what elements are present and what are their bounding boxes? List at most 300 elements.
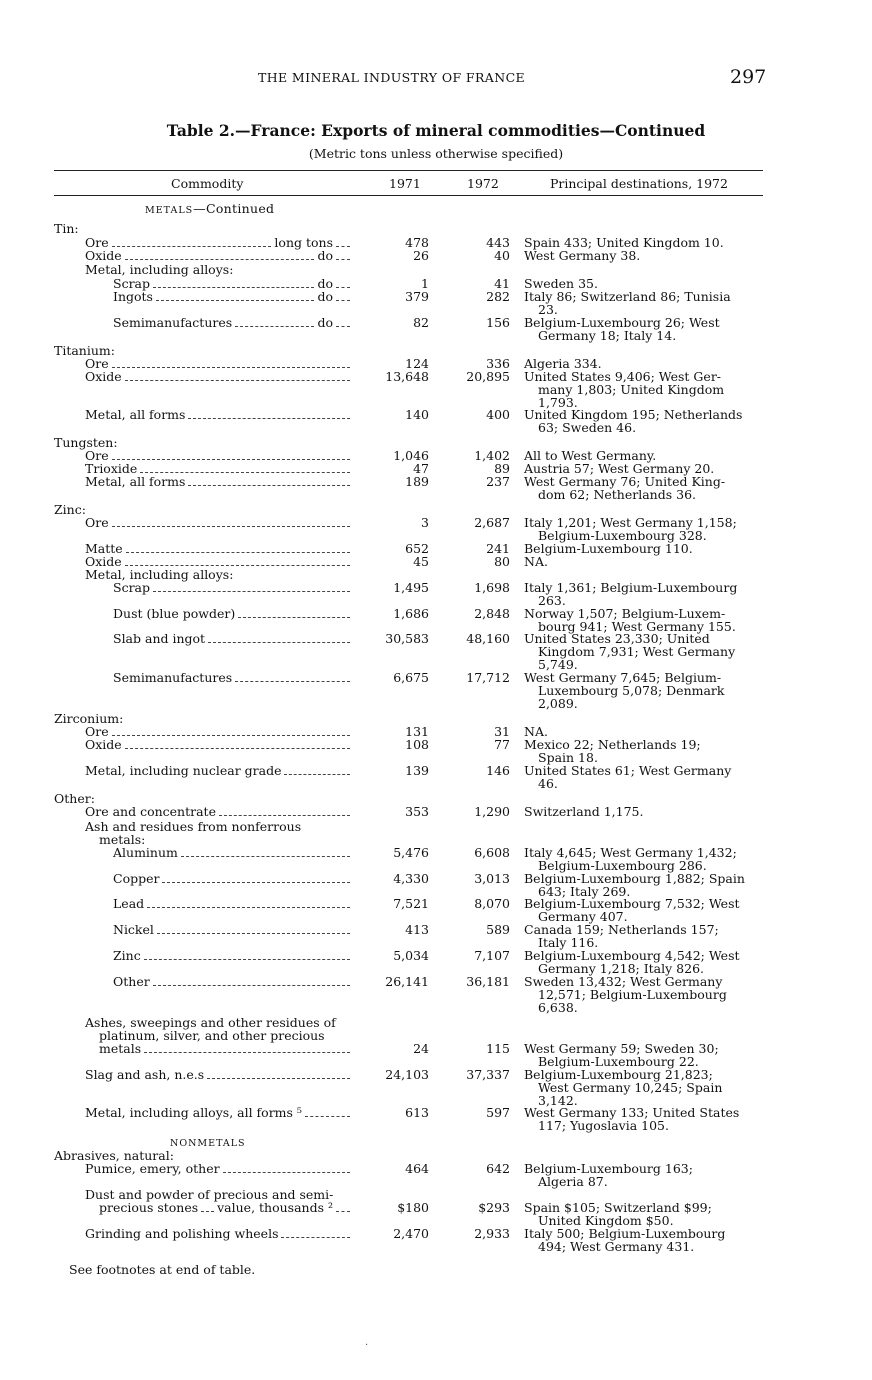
commodity-label [113, 632, 353, 645]
commodity-label [85, 764, 353, 777]
dot-leader [112, 450, 350, 460]
destination-line: 63; Sweden 46. [538, 420, 637, 435]
value-1972: 1,698 [474, 580, 510, 595]
running-head: THE MINERAL INDUSTRY OF FRANCE [258, 70, 526, 85]
group-label: Titanium: [54, 343, 115, 358]
value-1971: 26 [413, 248, 429, 263]
principal-destinations [524, 1042, 769, 1068]
table-subtitle: (Metric tons unless otherwise specified) [308, 146, 564, 161]
header-rule [54, 195, 763, 196]
destination-line: Mexico 22; Netherlands 19; [524, 737, 701, 752]
value-1972: 400 [486, 407, 510, 422]
value-1972: 8,070 [474, 896, 510, 911]
commodity-label [85, 357, 353, 370]
unit-suffix: do [317, 248, 333, 263]
dot-leader [336, 278, 350, 288]
commodity-label [99, 1042, 353, 1055]
item-label: Semimanufactures [113, 315, 233, 330]
value-1972: 597 [486, 1105, 510, 1120]
destination-line: bourg 941; West Germany 155. [538, 619, 736, 634]
value-1972: 589 [486, 922, 510, 937]
destination-line: United Kingdom $50. [538, 1213, 674, 1228]
destination-line: 263. [538, 593, 566, 608]
value-1972: 115 [486, 1041, 510, 1056]
group-label: platinum, silver, and other precious [99, 1028, 325, 1043]
destination-line: West Germany 10,245; Spain [538, 1080, 723, 1095]
destination-line: Belgium-Luxembourg 1,882; Spain [524, 871, 745, 886]
item-label: Grinding and polishing wheels [85, 1226, 279, 1241]
commodity-label [85, 475, 353, 488]
dot-leader [188, 476, 350, 486]
value-1972: 1,402 [474, 448, 510, 463]
item-label: Slab and ingot [113, 631, 206, 646]
principal-destinations [524, 542, 769, 555]
item-label: Scrap [113, 276, 150, 291]
item-label: Ingots [113, 289, 153, 304]
value-1972: 7,107 [474, 948, 510, 963]
commodity-label [85, 370, 353, 383]
principal-destinations [524, 475, 769, 501]
principal-destinations [524, 738, 769, 764]
value-1972: 31 [494, 724, 510, 739]
item-label: Semimanufactures [113, 670, 233, 685]
dot-leader [181, 847, 350, 857]
group-label: Tungsten: [54, 435, 118, 450]
commodity-label [113, 607, 353, 620]
section-heading-suffix: —Continued [193, 201, 275, 216]
value-1972: 282 [486, 289, 510, 304]
value-1971: 124 [405, 356, 429, 371]
destination-line: Italy 500; Belgium-Luxembourg [524, 1226, 726, 1241]
destination-line: Belgium-Luxembourg 26; West [524, 315, 720, 330]
commodity-label [85, 805, 353, 818]
value-1971: 4,330 [393, 871, 429, 886]
value-1972: 37,337 [466, 1067, 510, 1082]
commodity-label [85, 263, 233, 276]
dot-leader [153, 976, 350, 986]
group-label: Abrasives, natural: [54, 1148, 174, 1163]
dot-leader [336, 237, 350, 247]
value-1971: 1,495 [393, 580, 429, 595]
commodity-label [85, 725, 353, 738]
group-label: Dust and powder of precious and semi- [85, 1187, 334, 1202]
destination-line: Algeria 334. [524, 356, 602, 371]
value-1972: 2,848 [474, 606, 510, 621]
destination-line: Belgium-Luxembourg 22. [538, 1054, 699, 1069]
commodity-label [85, 1068, 353, 1081]
destination-line: Belgium-Luxembourg 163; [524, 1161, 693, 1176]
commodity-label [170, 1135, 246, 1150]
dot-leader [153, 582, 350, 592]
principal-destinations [524, 764, 769, 790]
group-label: Zirconium: [54, 711, 124, 726]
dot-leader [157, 924, 350, 934]
value-1971: 7,521 [393, 896, 429, 911]
value-1972: 36,181 [466, 974, 510, 989]
destination-line: Italy 1,201; West Germany 1,158; [524, 515, 737, 530]
destination-line: 6,638. [538, 1000, 578, 1015]
dot-leader [112, 726, 350, 736]
commodity-label [113, 671, 353, 684]
item-label: Ore [85, 235, 109, 250]
value-1972: 241 [486, 541, 510, 556]
destination-line: West Germany 59; Sweden 30; [524, 1041, 719, 1056]
value-1971: 26,141 [385, 974, 429, 989]
group-label: Ashes, sweepings and other residues of [85, 1015, 336, 1030]
item-label: Lead [113, 896, 145, 911]
commodity-label [113, 290, 353, 303]
commodity-label [85, 516, 353, 529]
value-1972: 48,160 [466, 631, 510, 646]
principal-destinations [524, 370, 769, 409]
item-label: Ore [85, 515, 109, 530]
dot-leader [188, 409, 350, 419]
destination-line: 1,793. [538, 395, 578, 410]
table-title: Table 2.—France: Exports of mineral commodities—Continued [166, 121, 706, 140]
destination-line: Germany 1,218; Italy 826. [538, 961, 704, 976]
commodity-label [113, 316, 353, 329]
item-label: Metal, including nuclear grade [85, 763, 282, 778]
dot-leader [144, 1043, 350, 1053]
principal-destinations [524, 805, 769, 818]
group-label: Tin: [54, 221, 79, 236]
destination-line: 117; Yugoslavia 105. [538, 1118, 669, 1133]
dot-leader [235, 317, 314, 327]
commodity-label [85, 236, 353, 249]
dot-leader [336, 1202, 350, 1212]
destination-line: Italy 86; Switzerland 86; Tunisia [524, 289, 731, 304]
principal-destinations [524, 949, 769, 975]
item-label: Ore [85, 448, 109, 463]
commodity-label [85, 568, 233, 581]
value-1971: 3 [421, 515, 429, 530]
destination-line: Spain 18. [538, 750, 598, 765]
value-1972: 6,608 [474, 845, 510, 860]
commodity-label [85, 1162, 353, 1175]
destination-line: Belgium-Luxembourg 286. [538, 858, 707, 873]
destination-line: 2,089. [538, 696, 578, 711]
destination-line: NA. [524, 724, 548, 739]
destination-line: West Germany 38. [524, 248, 641, 263]
value-1971: 1,046 [393, 448, 429, 463]
destination-line: West Germany 7,645; Belgium- [524, 670, 722, 685]
dot-leader [112, 237, 272, 247]
value-1971: 1,686 [393, 606, 429, 621]
value-1971: 140 [405, 407, 429, 422]
commodity-label [85, 1106, 353, 1119]
destination-line: United States 61; West Germany [524, 763, 732, 778]
principal-destinations [524, 1201, 769, 1227]
value-1971: 24 [413, 1041, 429, 1056]
commodity-label [85, 408, 353, 421]
value-1972: 2,687 [474, 515, 510, 530]
principal-destinations [524, 1106, 769, 1132]
item-label: Copper [113, 871, 160, 886]
item-label: Oxide [85, 369, 122, 384]
column-header-destinations: Principal destinations, 1972 [550, 176, 728, 191]
item-label: Dust (blue powder) [113, 606, 236, 621]
dot-leader [125, 371, 350, 381]
value-1972: 237 [486, 474, 510, 489]
dot-leader [336, 317, 350, 327]
destination-line: Germany 407. [538, 909, 628, 924]
value-1971: 353 [405, 804, 429, 819]
dot-leader [207, 1069, 350, 1079]
group-label: Metal, including alloys: [85, 567, 234, 582]
dot-leader [162, 873, 350, 883]
column-header-1972: 1972 [467, 176, 499, 191]
destination-line: 3,142. [538, 1093, 578, 1108]
unit-suffix: do [317, 289, 333, 304]
commodity-label [99, 1201, 353, 1214]
principal-destinations [524, 975, 769, 1014]
destination-line: United States 9,406; West Ger- [524, 369, 722, 384]
commodity-label [54, 222, 79, 235]
destination-line: Spain $105; Switzerland $99; [524, 1200, 712, 1215]
value-1971: 45 [413, 554, 429, 569]
destination-line: many 1,803; United Kingdom [538, 382, 725, 397]
unit-suffix: long tons [274, 235, 333, 250]
dot-leader [284, 765, 350, 775]
dot-leader [156, 291, 315, 301]
dot-leader [126, 543, 350, 553]
value-1971: 613 [405, 1105, 429, 1120]
column-header-commodity: Commodity [171, 176, 244, 191]
destination-line: Sweden 35. [524, 276, 598, 291]
destination-line: Norway 1,507; Belgium-Luxem- [524, 606, 726, 621]
item-label: Trioxide [85, 461, 138, 476]
dot-leader [201, 1202, 214, 1212]
value-1971: 30,583 [385, 631, 429, 646]
commodity-label [113, 897, 353, 910]
item-label: Matte [85, 541, 123, 556]
dot-leader [112, 358, 350, 368]
destination-line: NA. [524, 554, 548, 569]
dot-leader [281, 1228, 350, 1238]
value-1972: 1,290 [474, 804, 510, 819]
destination-line: Luxembourg 5,078; Denmark [538, 683, 725, 698]
destination-line: Belgium-Luxembourg 21,823; [524, 1067, 713, 1082]
destination-line: United States 23,330; United [524, 631, 710, 646]
dot-leader [140, 463, 350, 473]
top-rule [54, 170, 763, 171]
value-1971: 5,034 [393, 948, 429, 963]
unit-suffix: do [317, 276, 333, 291]
principal-destinations [524, 607, 769, 633]
dot-leader [336, 250, 350, 260]
value-1972: 642 [486, 1161, 510, 1176]
destination-line: dom 62; Netherlands 36. [538, 487, 696, 502]
section-heading: METALS [145, 205, 194, 216]
commodity-label [85, 738, 353, 751]
commodity-label [113, 923, 353, 936]
value-1971: 2,470 [393, 1226, 429, 1241]
principal-destinations [524, 872, 769, 898]
commodity-label [113, 975, 353, 988]
item-label: Other [113, 974, 150, 989]
item-label: Metal, all forms [85, 474, 186, 489]
value-1972: 20,895 [466, 369, 510, 384]
value-1972: 77 [494, 737, 510, 752]
group-label: Other: [54, 791, 95, 806]
principal-destinations [524, 923, 769, 949]
destination-line: 23. [538, 302, 558, 317]
principal-destinations [524, 1227, 769, 1253]
group-label: Metal, including alloys: [85, 262, 234, 277]
item-label: Ore [85, 724, 109, 739]
principal-destinations [524, 671, 769, 710]
destination-line: 5,749. [538, 657, 578, 672]
value-1971: 464 [405, 1161, 429, 1176]
commodity-label [113, 872, 353, 885]
dot-leader [223, 1163, 350, 1173]
principal-destinations [524, 555, 769, 568]
principal-destinations [524, 290, 769, 316]
destination-line: All to West Germany. [524, 448, 657, 463]
item-label: Scrap [113, 580, 150, 595]
value-1971: 189 [405, 474, 429, 489]
unit-suffix: do [317, 315, 333, 330]
unit-suffix: value, thousands ² [217, 1200, 333, 1215]
value-1971: 413 [405, 922, 429, 937]
destination-line: Kingdom 7,931; West Germany [538, 644, 736, 659]
footnote-reference: See footnotes at end of table. [69, 1262, 256, 1277]
item-label: Oxide [85, 737, 122, 752]
item-label: Ore and concentrate [85, 804, 216, 819]
value-1972: 40 [494, 248, 510, 263]
value-1971: 478 [405, 235, 429, 250]
destination-line: Italy 1,361; Belgium-Luxembourg [524, 580, 738, 595]
principal-destinations [524, 316, 769, 342]
destination-line: Belgium-Luxembourg 4,542; West [524, 948, 740, 963]
item-label: Ore [85, 356, 109, 371]
value-1972: 2,933 [474, 1226, 510, 1241]
item-label: Oxide [85, 554, 122, 569]
value-1971: 379 [405, 289, 429, 304]
item-label: metals [99, 1041, 142, 1056]
destination-line: West Germany 133; United States [524, 1105, 740, 1120]
value-1972: 41 [494, 276, 510, 291]
dot-leader [336, 291, 350, 301]
destination-line: Switzerland 1,175. [524, 804, 644, 819]
principal-destinations [524, 581, 769, 607]
destination-line: Italy 4,645; West Germany 1,432; [524, 845, 737, 860]
dot-leader [235, 672, 350, 682]
value-1971: 5,476 [393, 845, 429, 860]
destination-line: 46. [538, 776, 558, 791]
value-1971: 82 [413, 315, 429, 330]
value-1972: 156 [486, 315, 510, 330]
value-1972: 443 [486, 235, 510, 250]
destination-line: Germany 18; Italy 14. [538, 328, 677, 343]
dot-leader [144, 950, 350, 960]
value-1971: 13,648 [385, 369, 429, 384]
dot-leader [153, 278, 314, 288]
destination-line: Austria 57; West Germany 20. [524, 461, 715, 476]
commodity-label [113, 581, 353, 594]
value-1971: 47 [413, 461, 429, 476]
value-1972: $293 [478, 1200, 510, 1215]
value-1971: 652 [405, 541, 429, 556]
dot-leader [125, 556, 350, 566]
item-label: Metal, including alloys, all forms ⁵ [85, 1105, 302, 1120]
group-label: Zinc: [54, 502, 86, 517]
value-1972: 146 [486, 763, 510, 778]
destination-line: Sweden 13,432; West Germany [524, 974, 723, 989]
destination-line: Belgium-Luxembourg 328. [538, 528, 707, 543]
group-label: Ash and residues from nonferrous [85, 819, 302, 834]
page-number: 297 [730, 66, 767, 88]
commodity-label [113, 846, 353, 859]
commodity-label [145, 202, 274, 217]
value-1971: 131 [405, 724, 429, 739]
destination-line: 494; West Germany 431. [538, 1239, 695, 1254]
destination-line: Canada 159; Netherlands 157; [524, 922, 719, 937]
destination-line: Belgium-Luxembourg 110. [524, 541, 693, 556]
destination-line: Algeria 87. [538, 1174, 608, 1189]
value-1972: 89 [494, 461, 510, 476]
commodity-label [54, 503, 86, 516]
destination-line: 12,571; Belgium-Luxembourg [538, 987, 727, 1002]
value-1971: 139 [405, 763, 429, 778]
value-1971: 1 [421, 276, 429, 291]
dot-leader [305, 1107, 350, 1117]
group-label: metals: [99, 832, 146, 847]
item-label: Oxide [85, 248, 122, 263]
dot-leader [125, 739, 350, 749]
dot-leader [147, 898, 350, 908]
principal-destinations [524, 897, 769, 923]
destination-line: United Kingdom 195; Netherlands [524, 407, 743, 422]
value-1971: 6,675 [393, 670, 429, 685]
item-label: Zinc [113, 948, 141, 963]
dot-leader [208, 633, 350, 643]
value-1971: 24,103 [385, 1067, 429, 1082]
item-label: Nickel [113, 922, 154, 937]
dot-leader [238, 608, 350, 618]
principal-destinations [524, 632, 769, 671]
principal-destinations [524, 408, 769, 434]
value-1972: 336 [486, 356, 510, 371]
commodity-label [85, 1227, 353, 1240]
value-1972: 80 [494, 554, 510, 569]
value-1971: 108 [405, 737, 429, 752]
destination-line: 643; Italy 269. [538, 884, 631, 899]
destination-line: Spain 433; United Kingdom 10. [524, 235, 724, 250]
destination-line: Italy 116. [538, 935, 599, 950]
principal-destinations [524, 1068, 769, 1107]
dot-leader [112, 517, 350, 527]
item-label: Metal, all forms [85, 407, 186, 422]
item-label: Pumice, emery, other [85, 1161, 220, 1176]
destination-line: Belgium-Luxembourg 7,532; West [524, 896, 740, 911]
value-1971: $180 [397, 1200, 429, 1215]
principal-destinations [524, 249, 769, 262]
item-label: Slag and ash, n.e.s [85, 1067, 205, 1082]
section-heading: NONMETALS [170, 1138, 246, 1149]
dot-leader [125, 250, 315, 260]
dot-leader [219, 806, 350, 816]
commodity-label [113, 949, 353, 962]
principal-destinations [524, 516, 769, 542]
principal-destinations [524, 846, 769, 872]
value-1972: 3,013 [474, 871, 510, 886]
item-label: Aluminum [113, 845, 178, 860]
destination-line: West Germany 76; United King- [524, 474, 726, 489]
stray-mark: · [365, 1340, 369, 1351]
commodity-label [85, 542, 353, 555]
principal-destinations [524, 1162, 769, 1188]
